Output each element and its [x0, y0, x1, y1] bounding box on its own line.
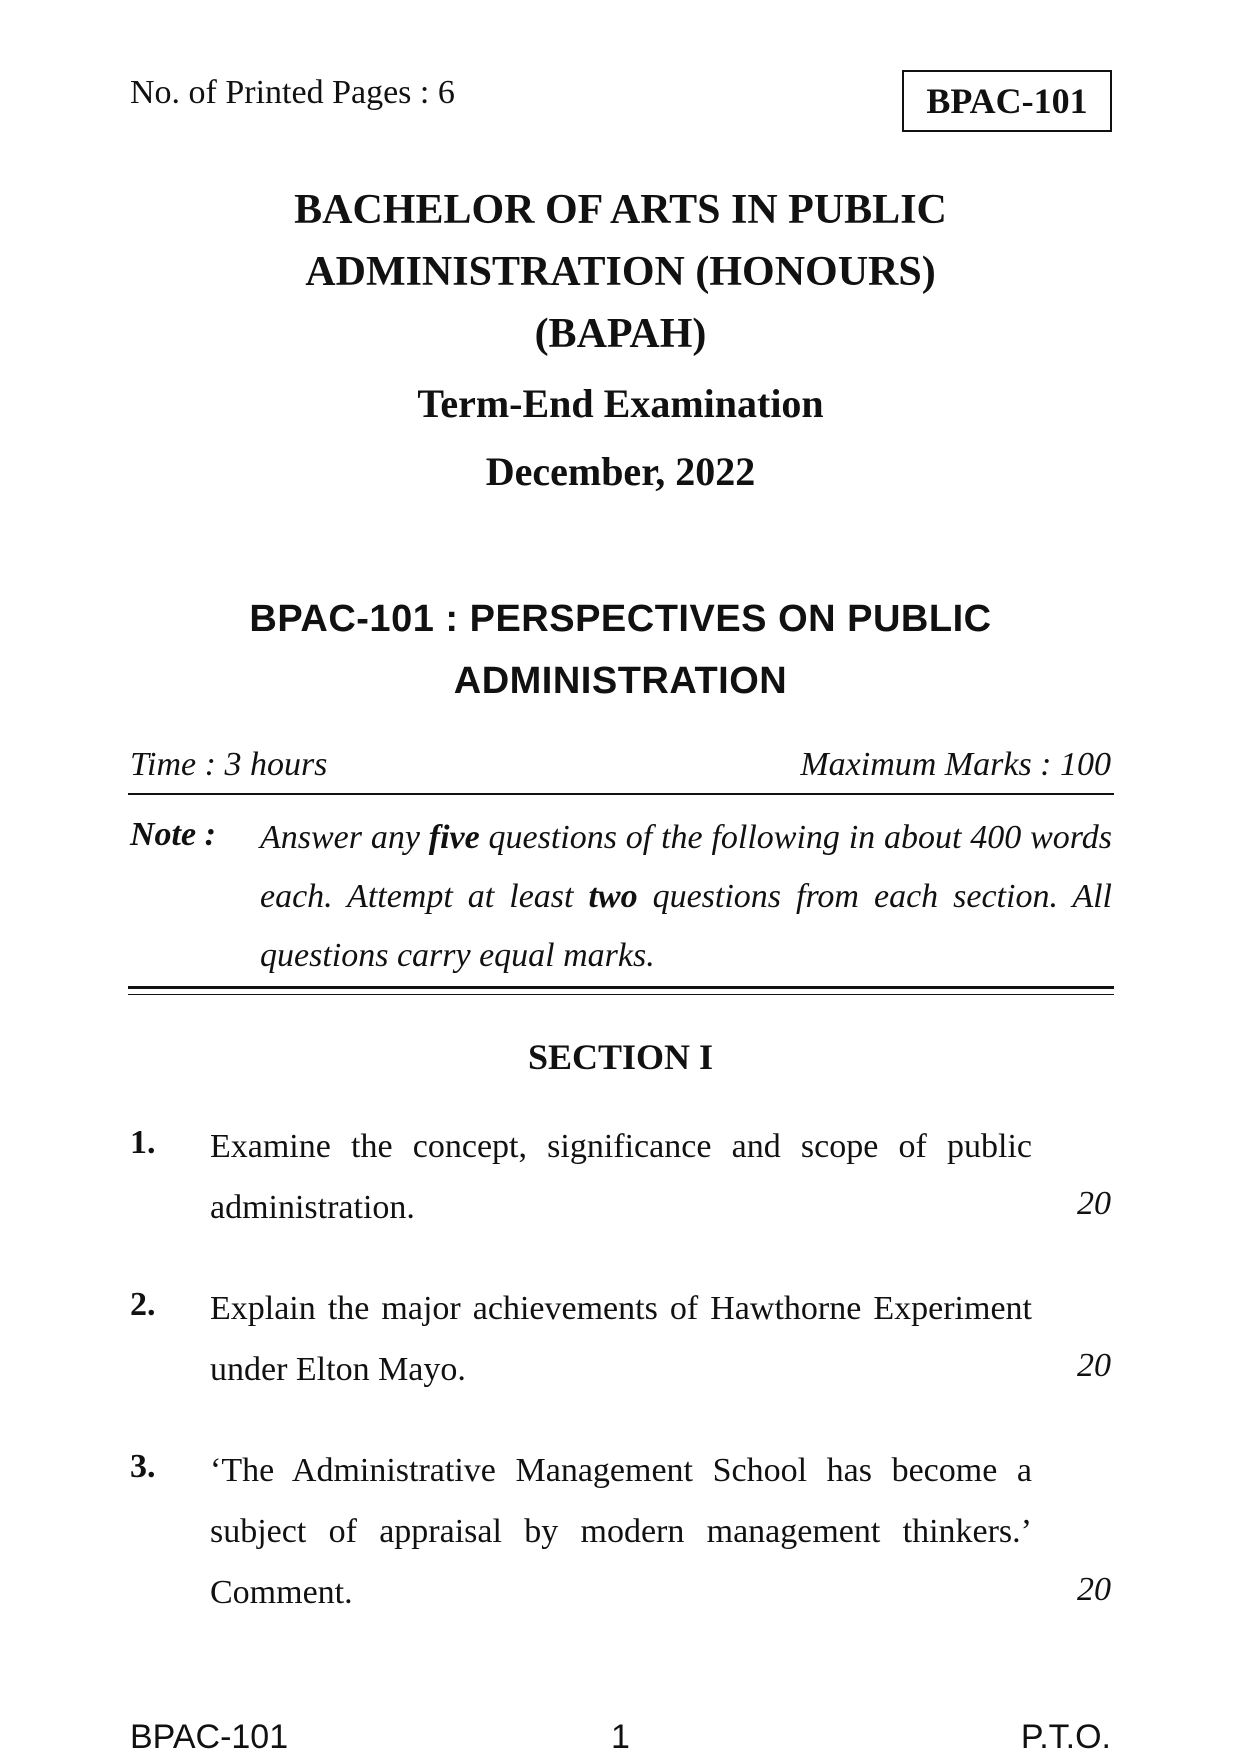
course-title-line-2: ADMINISTRATION — [453, 660, 788, 702]
note-text-part-2: questions of the following in about 400 words each. Attempt at least — [260, 819, 1112, 915]
exam-date: December, 2022 — [485, 449, 756, 494]
section-heading: SECTION I — [527, 1037, 714, 1077]
programme-title-line-2: ADMINISTRATION (HONOURS) — [305, 249, 936, 295]
programme-abbreviation: (BAPAH) — [534, 311, 707, 357]
footer-pto: P.T.O. — [1020, 1718, 1111, 1756]
question-number: 2. — [130, 1286, 156, 1323]
footer-page-number: 1 — [611, 1718, 630, 1756]
footer-paper-code: BPAC-101 — [130, 1718, 289, 1756]
exam-time: Time : 3 hours — [130, 746, 328, 783]
question-number: 1. — [130, 1124, 156, 1161]
question-marks: 20 — [1077, 1571, 1111, 1608]
printed-pages-count: No. of Printed Pages : 6 — [130, 74, 455, 111]
double-divider-line — [128, 986, 1114, 995]
question-marks: 20 — [1077, 1185, 1111, 1222]
note-emphasis-two: two — [588, 878, 638, 915]
note-text-part-1: Answer any — [260, 819, 429, 856]
note-instructions — [260, 808, 1112, 985]
note-label: Note : — [130, 816, 216, 853]
note-emphasis-five: five — [428, 819, 480, 856]
question-marks: 20 — [1077, 1347, 1111, 1384]
question-number: 3. — [130, 1448, 156, 1485]
note-text-part-3: questions from each section. All questions carry equal marks. — [260, 878, 1112, 974]
question-text: ‘The Administrative Management School has become a subject of appraisal by modern management thinkers.’ Comment. — [210, 1452, 1032, 1611]
paper-code-box: BPAC-101 — [902, 70, 1112, 132]
exam-name: Term-End Examination — [417, 381, 824, 426]
divider-line — [128, 793, 1114, 795]
maximum-marks: Maximum Marks : 100 — [800, 746, 1111, 783]
question-text: Examine the concept, significance and scope of public administration. — [210, 1128, 1032, 1226]
question-text: Explain the major achievements of Hawthorne Experiment under Elton Mayo. — [210, 1290, 1032, 1388]
course-title-line-1: BPAC-101 : PERSPECTIVES ON PUBLIC — [249, 598, 992, 640]
programme-title-line-1: BACHELOR OF ARTS IN PUBLIC — [294, 187, 947, 233]
